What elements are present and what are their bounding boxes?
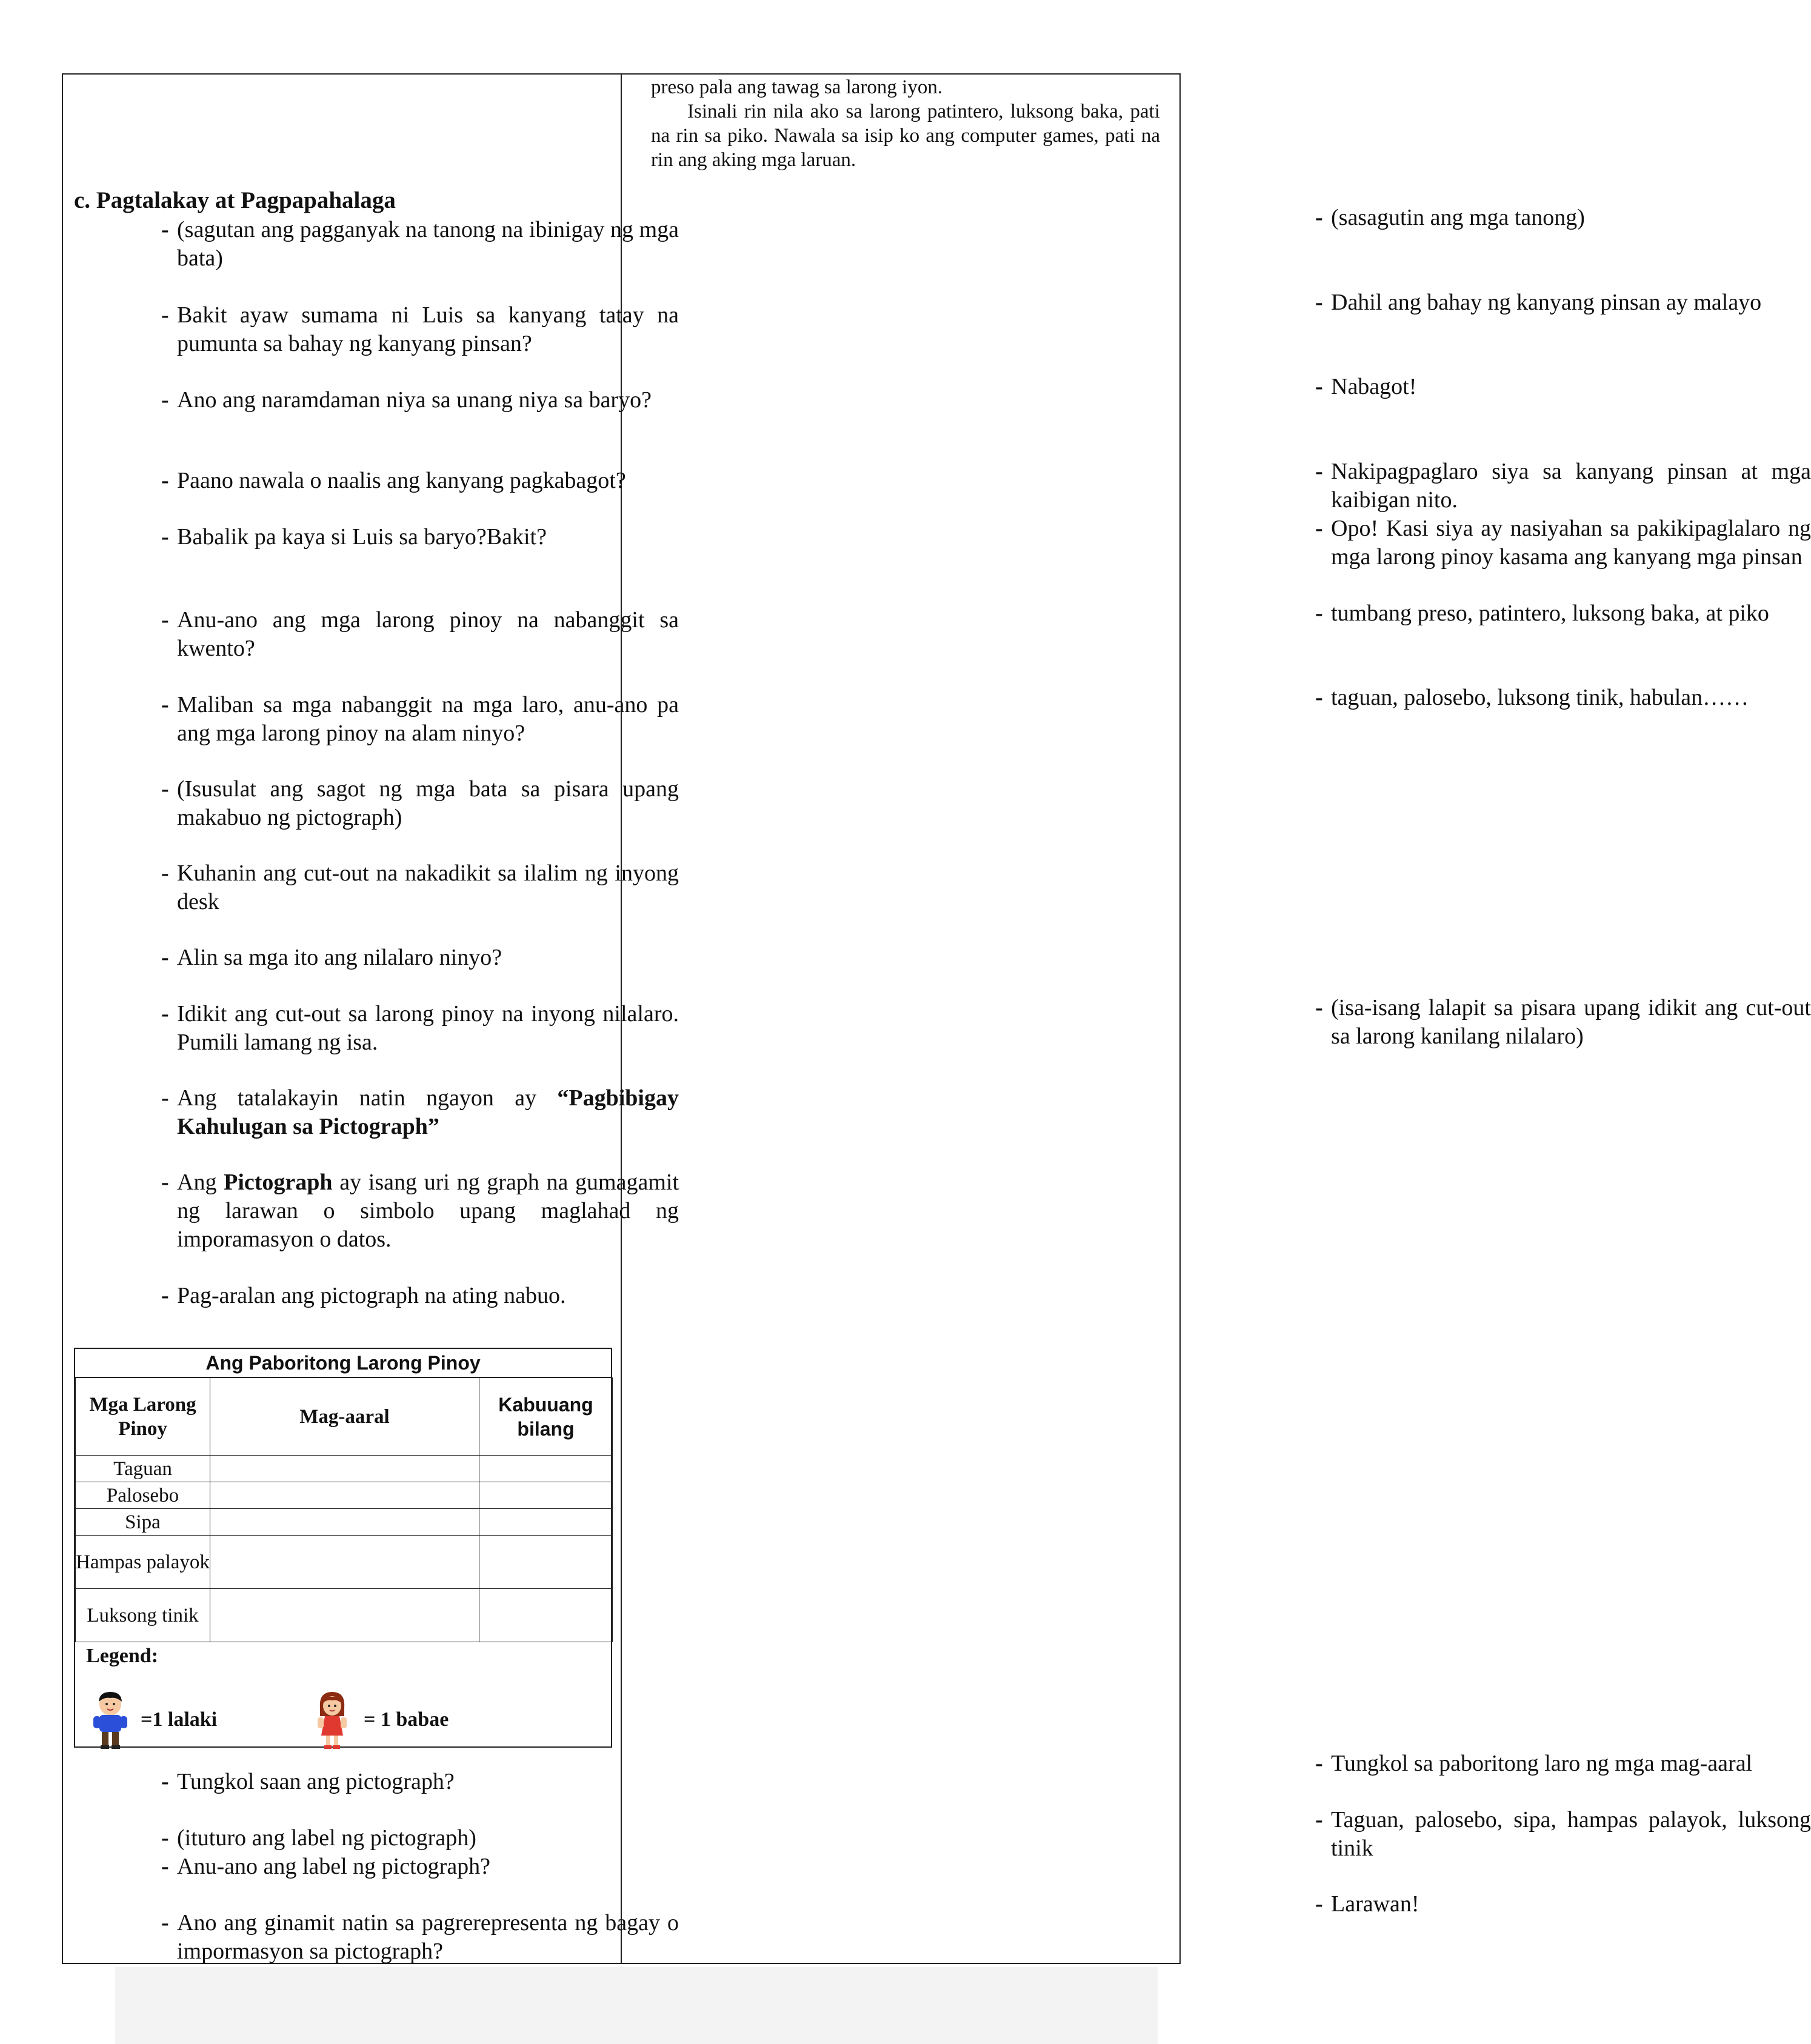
- table-row: [76, 1536, 613, 1589]
- legend-title: Legend:: [86, 1645, 158, 1667]
- list-item: - Tungkol sa paboritong laro ng mga mag-aaral: [1315, 1751, 1753, 1776]
- row-label: Sipa: [76, 1509, 210, 1536]
- total-cell[interactable]: [479, 1589, 613, 1642]
- table-row: [76, 1456, 613, 1482]
- list-item: - Nakipagpaglaro siya sa kanyang pinsan at mga kaibigan nito.: [1315, 459, 1811, 513]
- students-cell[interactable]: [210, 1509, 479, 1536]
- list-item: - Ang tatalakayin natin ngayon ay “Pagbibigay Kahulugan sa Pictograph”: [161, 1085, 679, 1139]
- total-cell[interactable]: [479, 1509, 613, 1536]
- column-header-games: Mga Larong Pinoy: [76, 1378, 210, 1456]
- list-item: - Alin sa mga ito ang nilalaro ninyo?: [161, 945, 502, 970]
- girl-icon: [313, 1689, 352, 1750]
- list-item: - Ano ang naramdaman niya sa unang niya sa baryo?: [161, 387, 652, 413]
- total-cell[interactable]: [479, 1482, 613, 1509]
- table-header-row: [76, 1378, 613, 1456]
- pictograph-title: Ang Paboritong Larong Pinoy: [75, 1349, 611, 1377]
- list-item: - Bakit ayaw sumama ni Luis sa kanyang tatay na pumunta sa bahay ng kanyang pinsan?: [161, 302, 679, 356]
- list-item: - tumbang preso, patintero, luksong baka, at piko: [1315, 601, 1769, 626]
- list-item: - Babalik pa kaya si Luis sa baryo?Bakit?: [161, 524, 547, 550]
- list-item: - taguan, palosebo, luksong tinik, habulan……: [1315, 685, 1749, 710]
- list-item: - Pag-aralan ang pictograph na ating nabuo.: [161, 1283, 566, 1308]
- list-item: - (ituturo ang label ng pictograph): [161, 1825, 476, 1851]
- legend-boy-label: =1 lalaki: [141, 1708, 218, 1731]
- list-item: - Idikit ang cut-out sa larong pinoy na inyong nilalaro. Pumili lamang ng isa.: [161, 1001, 679, 1055]
- list-item: - Anu-ano ang mga larong pinoy na nabanggit sa kwento?: [161, 607, 679, 661]
- list-item: - Taguan, palosebo, sipa, hampas palayok, luksong tinik: [1315, 1807, 1811, 1861]
- legend-girl: [313, 1689, 449, 1750]
- list-item: - (sagutan ang pagganyak na tanong na ibinigay ng mga bata): [161, 217, 679, 271]
- row-label: Hampas palayok: [76, 1536, 210, 1589]
- list-item: - Anu-ano ang label ng pictograph?: [161, 1854, 491, 1879]
- total-cell[interactable]: [479, 1456, 613, 1482]
- row-label: Luksong tinik: [76, 1589, 210, 1642]
- story-line-0: preso pala ang tawag sa larong iyon.: [651, 76, 943, 98]
- list-item: - Nabagot!: [1315, 374, 1417, 399]
- students-cell[interactable]: [210, 1456, 479, 1482]
- students-cell[interactable]: [210, 1589, 479, 1642]
- legend-boy: [88, 1689, 217, 1750]
- table-row: [76, 1509, 613, 1536]
- table-row: [76, 1589, 613, 1642]
- list-item: - Dahil ang bahay ng kanyang pinsan ay malayo: [1315, 290, 1762, 315]
- row-label: Palosebo: [76, 1482, 210, 1509]
- pictograph-grid: [75, 1377, 613, 1642]
- list-item: - (sasagutin ang mga tanong): [1315, 205, 1585, 230]
- list-item: - Kuhanin ang cut-out na nakadikit sa ilalim ng inyong desk: [161, 861, 679, 914]
- students-cell[interactable]: [210, 1482, 479, 1509]
- total-cell[interactable]: [479, 1536, 613, 1589]
- list-item: - (Isusulat ang sagot ng mga bata sa pisara upang makabuo ng pictograph): [161, 776, 679, 830]
- story-excerpt: [651, 75, 1160, 172]
- column-header-total: Kabuuang bilang: [479, 1378, 613, 1456]
- legend-girl-label: = 1 babae: [364, 1708, 449, 1731]
- column-header-students: Mag-aaral: [210, 1378, 479, 1456]
- boy-icon: [88, 1689, 132, 1750]
- students-cell[interactable]: [210, 1536, 479, 1589]
- list-item: - Opo! Kasi siya ay nasiyahan sa pakikipaglalaro ng mga larong pinoy kasama ang kanyang mga pinsan: [1315, 516, 1811, 570]
- page-bottom-shade: [115, 1967, 1158, 2044]
- list-item: - Tungkol saan ang pictograph?: [161, 1769, 455, 1794]
- list-item: - (isa-isang lalapit sa pisara upang idikit ang cut-out sa larong kanilang nilalaro): [1315, 995, 1811, 1049]
- story-paragraph: Isinali rin nila ako sa larong patintero, luksong baka, pati na rin sa piko. Nawala sa isip ko ang computer games, pati na rin ang aking mga laruan.: [651, 101, 1160, 171]
- pictograph-legend: [75, 1642, 611, 1746]
- list-item: - Paano nawala o naalis ang kanyang pagkabagot?: [161, 468, 626, 493]
- list-item: - Maliban sa mga nabanggit na mga laro, anu-ano pa ang mga larong pinoy na alam ninyo?: [161, 692, 679, 746]
- list-item: - Larawan!: [1315, 1891, 1419, 1917]
- section-title: c. Pagtalakay at Pagpapahalaga: [74, 187, 396, 213]
- pictograph-table: [74, 1348, 612, 1748]
- table-row: [76, 1482, 613, 1509]
- list-item: - Ano ang ginamit natin sa pagrerepresenta ng bagay o impormasyon sa pictograph?: [161, 1910, 679, 1964]
- list-item: - Ang Pictograph ay isang uri ng graph na gumagamit ng larawan o simbolo upang maglahad ng imporamasyon o datos.: [161, 1170, 679, 1252]
- row-label: Taguan: [76, 1456, 210, 1482]
